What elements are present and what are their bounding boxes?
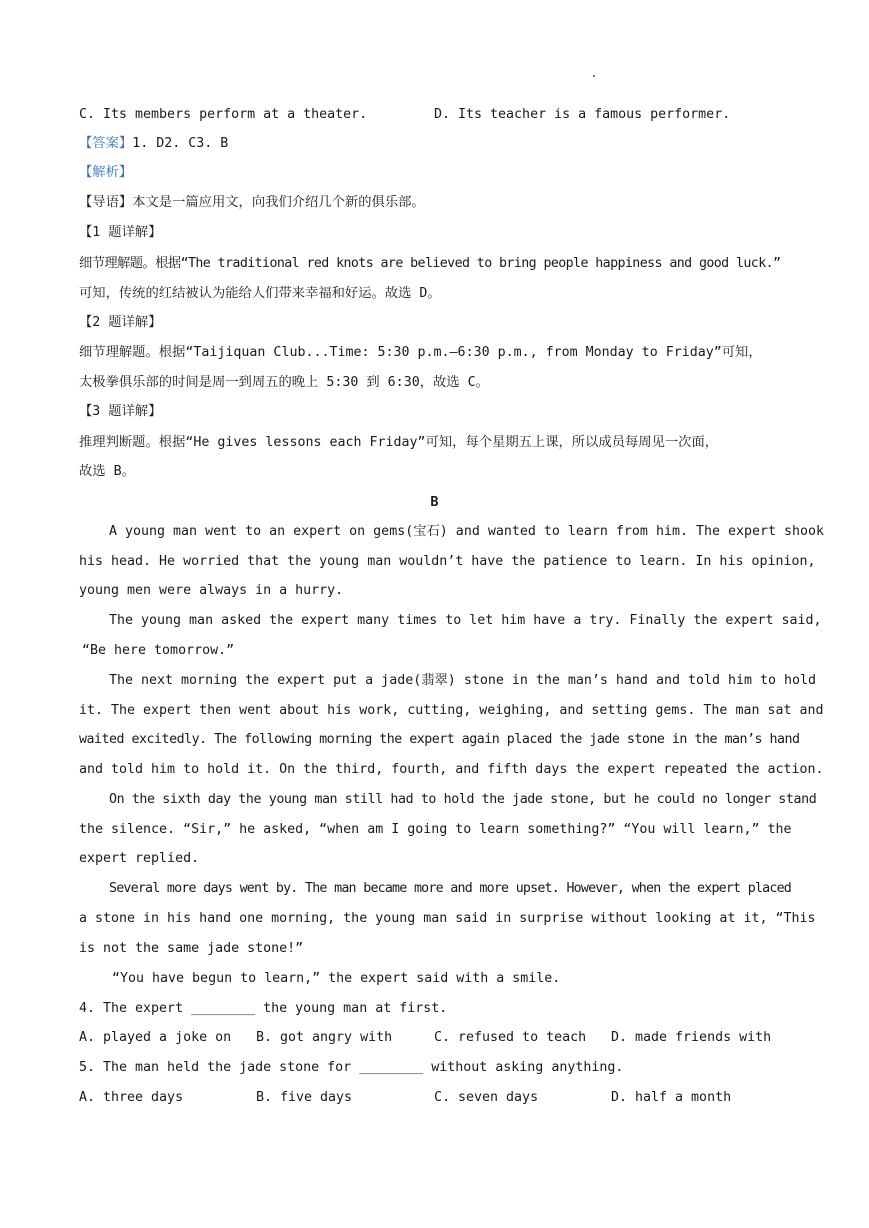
q2-line-2: 太极拳俱乐部的时间是周一到周五的晚上 5:30 到 6:30，故选 C。 bbox=[79, 375, 489, 390]
passage-line: it. The expert then went about his work, cutting, weighing, and setting gems. The man sat and bbox=[79, 703, 824, 718]
prev-option-d: D. Its teacher is a famous performer. bbox=[434, 107, 731, 122]
passage-line: The young man asked the expert many times to let him have a try. Finally the expert said, bbox=[109, 613, 822, 628]
question-4-option-b: B. got angry with bbox=[256, 1030, 393, 1045]
intro-line bbox=[79, 193, 791, 213]
passage-line: “You have begun to learn,” the expert said with a smile. bbox=[112, 971, 561, 986]
page-mark: . bbox=[590, 66, 598, 81]
passage-line: a stone in his hand one morning, the young man said in surprise without looking at it, “This bbox=[79, 911, 816, 926]
answer-line bbox=[79, 134, 791, 154]
passage-line: waited excitedly. The following morning the expert again placed the jade stone in the man’s hand bbox=[79, 732, 800, 747]
question-5-option-a: A. three days bbox=[79, 1090, 184, 1105]
answer-text: 1. D2. C3. B bbox=[132, 136, 229, 151]
question-4-option-c: C. refused to teach bbox=[434, 1030, 587, 1045]
passage-line: his head. He worried that the young man wouldn’t have the patience to learn. In his opinion, bbox=[79, 554, 816, 569]
question-5-option-c: C. seven days bbox=[434, 1090, 539, 1105]
q1-line-1: 细节理解题。根据“The traditional red knots are believed to bring people happiness and good luck.” bbox=[79, 256, 781, 271]
passage-line: expert replied. bbox=[79, 851, 200, 866]
passage-line: and told him to hold it. On the third, fourth, and fifth days the expert repeated the action. bbox=[79, 762, 824, 777]
analysis-label: 【解析】 bbox=[79, 165, 133, 180]
passage-line: is not the same jade stone!” bbox=[79, 941, 304, 956]
question-4-stem: 4. The expert ________ the young man at first. bbox=[79, 1001, 448, 1016]
question-5-option-b: B. five days bbox=[256, 1090, 353, 1105]
passage-line: A young man went to an expert on gems(宝石) and wanted to learn from him. The expert shook bbox=[109, 524, 825, 539]
q3-heading: 【3 题详解】 bbox=[79, 404, 162, 419]
passage-line: The next morning the expert put a jade(翡翠) stone in the man’s hand and told him to hold bbox=[109, 673, 817, 688]
passage-line: Several more days went by. The man became more and more upset. However, when the expert placed bbox=[109, 881, 791, 896]
q1-heading: 【1 题详解】 bbox=[79, 225, 162, 240]
question-5-option-d: D. half a month bbox=[611, 1090, 732, 1105]
passage-line: the silence. “Sir,” he asked, “when am I going to learn something?” “You will learn,” the bbox=[79, 822, 792, 837]
passage-line: On the sixth day the young man still had to hold the jade stone, but he could no longer stand bbox=[109, 792, 817, 807]
question-5-stem: 5. The man held the jade stone for ________ without asking anything. bbox=[79, 1060, 624, 1075]
answer-label: 【答案】 bbox=[79, 136, 133, 151]
q2-heading: 【2 题详解】 bbox=[79, 315, 162, 330]
intro-text: 本文是一篇应用文，向我们介绍几个新的俱乐部。 bbox=[132, 195, 425, 210]
q2-line-1: 细节理解题。根据“Taijiquan Club...Time: 5:30 p.m.—6:30 p.m., from Monday to Friday”可知， bbox=[79, 345, 762, 360]
intro-label: 【导语】 bbox=[79, 195, 133, 210]
q3-line-1: 推理判断题。根据“He gives lessons each Friday”可知，每个星期五上课，所以成员每周见一次面， bbox=[79, 435, 719, 450]
prev-option-c: C. Its members perform at a theater. bbox=[79, 107, 368, 122]
q1-line-2: 可知，传统的红结被认为能给人们带来幸福和好运。故选 D。 bbox=[79, 286, 441, 301]
section-b-heading: B bbox=[430, 494, 439, 510]
question-4-option-d: D. made friends with bbox=[611, 1030, 772, 1045]
passage-line: “Be here tomorrow.” bbox=[82, 643, 235, 658]
q3-line-2: 故选 B。 bbox=[79, 464, 135, 479]
question-4-option-a: A. played a joke on bbox=[79, 1030, 232, 1045]
passage-line: young men were always in a hurry. bbox=[79, 583, 344, 598]
